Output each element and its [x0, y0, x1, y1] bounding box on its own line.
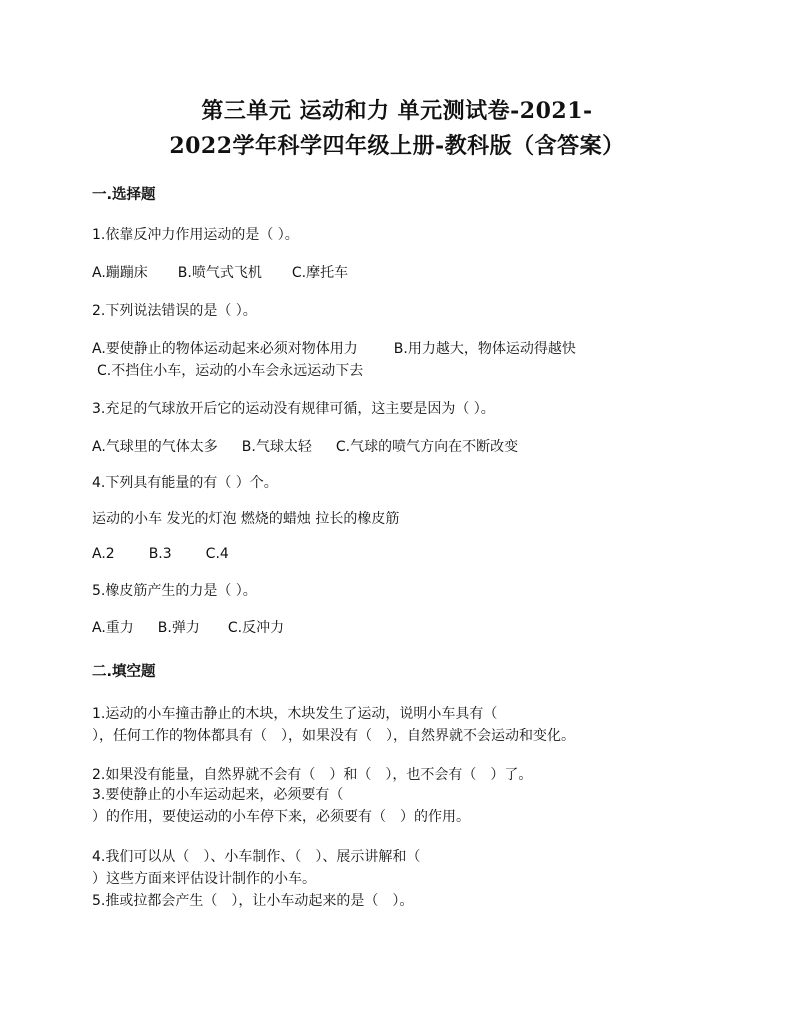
section-heading-fill-in: 二.填空题	[92, 664, 156, 680]
exam-title-line-1: 第三单元 运动和力 单元测试卷-2021-	[201, 98, 593, 124]
option-a: A.要使静止的物体运动起来必须对物体用力	[92, 341, 358, 357]
option-a: A.蹦蹦床	[92, 265, 148, 281]
section-heading-choice: 一.选择题	[92, 187, 156, 203]
question-2-options-row-1	[92, 338, 576, 358]
option-b: B.喷气式飞机	[177, 265, 262, 281]
option-c: C.不挡住小车，运动的小车会永远运动下去	[97, 363, 364, 379]
fill-question-1-line-2: ），任何工作的物体都具有（ ），如果没有（ ），自然界就不会运动和变化。	[92, 728, 575, 744]
fill-question-4-line-2: ）这些方面来评估设计制作的小车。	[92, 871, 316, 887]
fill-question-1-line-1: 1.运动的小车撞击静止的木块，木块发生了运动，说明小车具有（	[92, 706, 498, 722]
question-1-options	[92, 262, 348, 282]
question-4-items: 运动的小车 发光的灯泡 燃烧的蜡烛 拉长的橡皮筋	[92, 511, 400, 527]
option-b: B.3	[148, 546, 172, 562]
option-a: A.气球里的气体太多	[92, 439, 218, 455]
question-2-stem: 2.下列说法错误的是（ ）。	[92, 303, 257, 319]
option-a: A.重力	[92, 620, 134, 636]
fill-question-5: 5.推或拉都会产生（ ），让小车动起来的是（ ）。	[92, 893, 414, 909]
fill-question-4-line-1: 4.我们可以从（ ）、小车制作、（ ）、展示讲解和（	[92, 849, 421, 865]
question-4-stem: 4.下列具有能量的有（ ）个。	[92, 475, 278, 491]
fill-question-3-line-1: 3.要使静止的小车运动起来，必须要有（	[92, 787, 344, 803]
option-a: A.2	[92, 546, 115, 562]
option-b: B.用力越大，物体运动得越快	[393, 341, 576, 357]
option-c: C.反冲力	[227, 620, 285, 636]
question-1-stem: 1.依靠反冲力作用运动的是（ ）。	[92, 227, 299, 243]
question-5-options	[92, 617, 284, 637]
question-4-options	[92, 546, 229, 562]
question-3-options	[92, 436, 518, 456]
question-5-stem: 5.橡皮筋产生的力是（ ）。	[92, 583, 257, 599]
exam-title-line-2: 2022学年科学四年级上册-教科版（含答案）	[169, 133, 625, 159]
question-3-stem: 3.充足的气球放开后它的运动没有规律可循，这主要是因为（ ）。	[92, 401, 495, 417]
option-c: C.气球的喷气方向在不断改变	[335, 439, 519, 455]
fill-question-3-line-2: ）的作用，要使运动的小车停下来，必须要有（ ）的作用。	[92, 809, 470, 825]
fill-question-2: 2.如果没有能量，自然界就不会有（ ）和（ ），也不会有（ ）了。	[92, 767, 533, 783]
option-b: B.气球太轻	[241, 439, 312, 455]
option-c: C.4	[205, 546, 229, 562]
option-c: C.摩托车	[291, 265, 349, 281]
option-b: B.弹力	[157, 620, 200, 636]
